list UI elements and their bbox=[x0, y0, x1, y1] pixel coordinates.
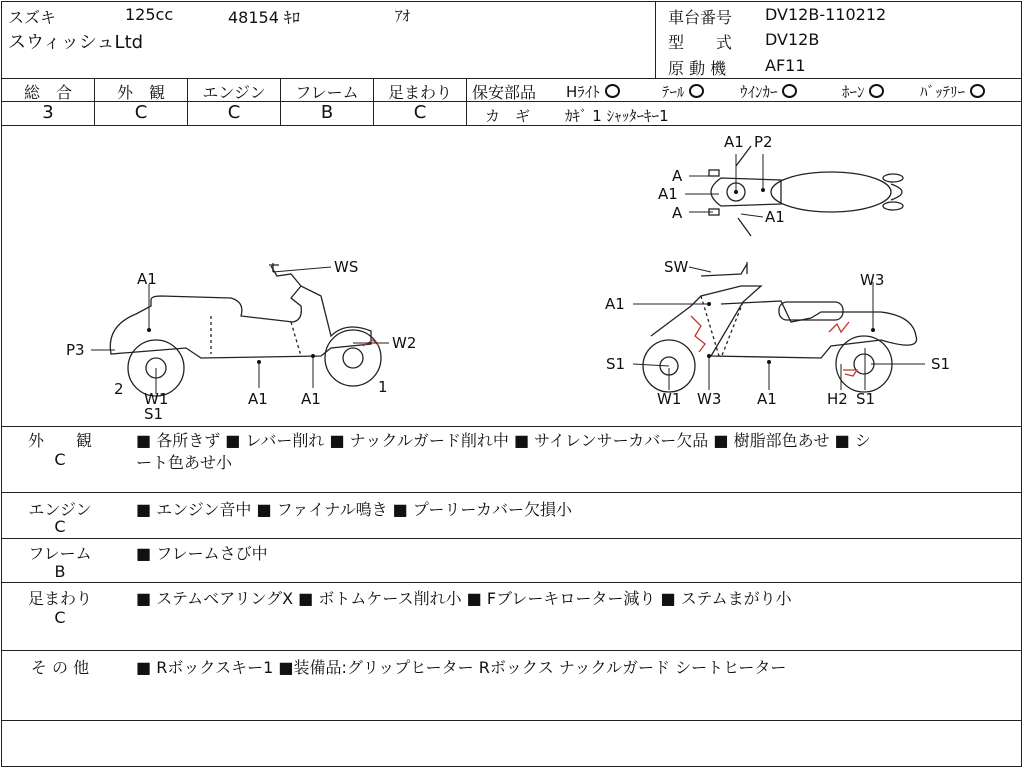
safety-item-headlight bbox=[566, 81, 620, 102]
safety-item-tail bbox=[662, 81, 704, 102]
key-label: カ ギ bbox=[485, 107, 531, 125]
engine-label: 原 動 機 bbox=[668, 59, 727, 78]
remarks-bottom-line bbox=[1, 720, 1021, 721]
remarks-divider bbox=[1, 538, 1021, 539]
remark-text-suspension: ■ ステムベアリングX ■ ボトムケース削れ小 ■ Fブレーキローター減り ■ ステムまがり小 bbox=[136, 589, 792, 608]
grade-value-total: 3 bbox=[42, 102, 54, 123]
safety-label: 保安部品 bbox=[472, 83, 537, 102]
grade-header-exterior: 外 観 bbox=[116, 83, 165, 102]
circle-mark-icon bbox=[869, 84, 884, 98]
remark-title-frame: フレーム bbox=[28, 544, 92, 563]
diagram-label: A bbox=[672, 167, 683, 185]
diagram-label: SW bbox=[664, 258, 689, 276]
safety-item-winker bbox=[740, 81, 797, 102]
remark-text-other: ■ Rボックスキー1 ■装備品:グリップヒーター Rボックス ナックルガード シートヒーター bbox=[136, 658, 787, 677]
frame-no: DV12B-110212 bbox=[765, 5, 887, 24]
remark-text-exterior-cont: ート色あせ小 bbox=[136, 453, 233, 472]
diagram-label: H2 bbox=[827, 390, 848, 408]
grade-value-frame: B bbox=[320, 102, 334, 123]
diagram-label: P2 bbox=[754, 133, 773, 151]
displacement: 125cc bbox=[125, 5, 174, 24]
diagram-label: W3 bbox=[697, 390, 722, 408]
remark-grade-frame: B bbox=[54, 562, 66, 581]
grade-value-exterior: C bbox=[134, 102, 148, 123]
remark-text-frame: ■ フレームさび中 bbox=[136, 544, 268, 563]
remarks-top-line bbox=[1, 426, 1021, 427]
remarks-divider bbox=[1, 650, 1021, 651]
damage-diagram bbox=[1, 126, 1021, 426]
diagram-label: 1 bbox=[378, 378, 388, 396]
safety-item-label: ｳｲﾝｶｰ bbox=[740, 83, 778, 101]
diagram-label: A1 bbox=[765, 208, 785, 226]
type-value: DV12B bbox=[765, 30, 820, 49]
grade-header-engine: エンジン bbox=[202, 83, 266, 102]
circle-mark-icon bbox=[782, 84, 797, 98]
top-view-scooter bbox=[709, 146, 903, 236]
diagram-label: S1 bbox=[856, 390, 876, 408]
diagram-label: A1 bbox=[248, 390, 268, 408]
remarks-divider bbox=[1, 582, 1021, 583]
diagram-label: A1 bbox=[605, 295, 625, 313]
diagram-label: A1 bbox=[137, 270, 157, 288]
circle-mark-icon bbox=[605, 84, 620, 98]
maker: スズキ bbox=[8, 8, 57, 27]
safety-item-label: Hﾗｲﾄ bbox=[566, 83, 600, 101]
diagram-label: W1 bbox=[144, 390, 169, 408]
remark-text-engine: ■ エンジン音中 ■ ファイナル鳴き ■ プーリーカバー欠損小 bbox=[136, 500, 573, 519]
grade-header-suspension: 足まわり bbox=[387, 83, 452, 102]
diagram-label: W1 bbox=[657, 390, 682, 408]
diagram-label: S1 bbox=[606, 355, 626, 373]
diagram-label: A1 bbox=[724, 133, 744, 151]
frame-no-label: 車台番号 bbox=[668, 8, 733, 27]
grade-header-total: 総 合 bbox=[23, 83, 72, 102]
diagram-label: A bbox=[672, 204, 683, 222]
diagram-label: W2 bbox=[392, 334, 417, 352]
grade-value-suspension: C bbox=[413, 102, 427, 123]
diagram-label: S1 bbox=[931, 355, 951, 373]
diagram-label: 2 bbox=[114, 380, 124, 398]
diagram-label: W3 bbox=[860, 271, 885, 289]
remarks-divider bbox=[1, 492, 1021, 493]
engine-value: AF11 bbox=[765, 56, 806, 75]
remark-title-suspension: 足まわり bbox=[27, 589, 92, 608]
grade-value-engine: C bbox=[227, 102, 241, 123]
remark-grade-exterior: C bbox=[54, 450, 66, 469]
remark-title-exterior: 外 観 bbox=[27, 431, 92, 450]
safety-item-label: ﾃｰﾙ bbox=[662, 83, 685, 101]
diagram-label: A1 bbox=[301, 390, 321, 408]
grade-col-line bbox=[466, 78, 467, 125]
safety-item-horn bbox=[842, 81, 884, 102]
remark-grade-suspension: C bbox=[54, 608, 66, 627]
color: ｱｵ bbox=[395, 7, 411, 25]
grade-top-line bbox=[1, 78, 1021, 79]
key-value: ｶｷﾞ 1 ｼｬｯﾀｰｷｰ1 bbox=[565, 107, 669, 125]
grade-header-frame: フレーム bbox=[295, 83, 359, 102]
circle-mark-icon bbox=[689, 84, 704, 98]
diagram-label: A1 bbox=[757, 390, 777, 408]
type-label: 型 式 bbox=[668, 33, 733, 52]
safety-item-label: ﾊﾞｯﾃﾘｰ bbox=[920, 83, 966, 101]
diagram-label: WS bbox=[334, 258, 359, 276]
model-name: スウィッシュLtd bbox=[8, 32, 144, 53]
diagram-label: S1 bbox=[144, 405, 164, 423]
circle-mark-icon bbox=[970, 84, 985, 98]
remark-grade-engine: C bbox=[54, 517, 66, 536]
safety-item-battery bbox=[920, 81, 985, 102]
diagram-label: A1 bbox=[658, 185, 678, 203]
header-divider bbox=[655, 1, 656, 78]
remark-title-engine: エンジン bbox=[28, 500, 92, 519]
remark-title-other: そ の 他 bbox=[30, 658, 90, 677]
safety-item-label: ﾎｰﾝ bbox=[842, 83, 865, 101]
mileage: 48154 ｷﾛ bbox=[228, 8, 300, 27]
diagram-label: P3 bbox=[66, 341, 85, 359]
remark-text-exterior: ■ 各所きず ■ レバー削れ ■ ナックルガード削れ中 ■ サイレンサーカバー欠品 ■ 樹脂部色あせ ■ シ bbox=[136, 431, 871, 450]
